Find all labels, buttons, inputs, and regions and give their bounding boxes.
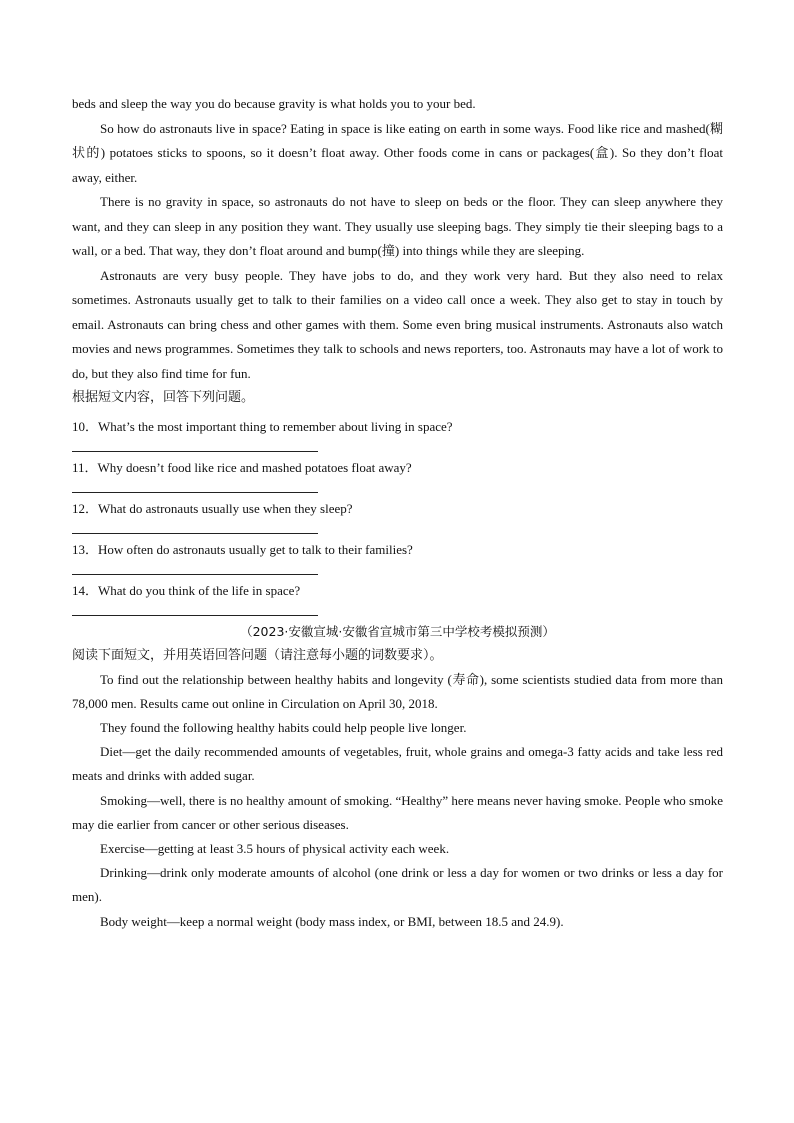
passage2-paragraph-3: Diet—get the daily recommended amounts of vegetables, fruit, whole grains and omega-3 fatty acids and take less red meats and drinks with added sugar. xyxy=(72,744,723,784)
passage1-paragraph-0: beds and sleep the way you do because gravity is what holds you to your bed. xyxy=(72,96,476,111)
answer-line-10[interactable] xyxy=(72,451,318,452)
passage2-paragraph-6: Drinking—drink only moderate amounts of alcohol (one drink or less a day for women or two drinks or less a day for men). xyxy=(72,865,723,905)
question-12: 12．What do astronauts usually use when they sleep? xyxy=(72,500,353,516)
passage2-paragraph-2: They found the following healthy habits could help people live longer. xyxy=(100,719,467,735)
question-13: 13．How often do astronauts usually get to talk to their families? xyxy=(72,541,413,557)
passage1-paragraph-1: So how do astronauts live in space? Eating in space is like eating on earth in some ways. Food like rice and mashed(糊状的) potatoes sticks to spoons, so it doesn’t float away. Other foods come in cans or packages(盒). So they don’t float away, either. xyxy=(72,120,723,185)
answer-line-14[interactable] xyxy=(72,615,318,616)
answer-line-13[interactable] xyxy=(72,574,318,575)
passage2-paragraph-4: Smoking—well, there is no healthy amount of smoking. “Healthy” here means never having smoke. People who smoke may die earlier from cancer or other serious diseases. xyxy=(72,792,723,832)
question-11: 11．Why doesn’t food like rice and mashed potatoes float away? xyxy=(72,459,412,475)
passage2-paragraph-5: Exercise—getting at least 3.5 hours of physical activity each week. xyxy=(100,840,450,856)
question-14: 14．What do you think of the life in space? xyxy=(72,582,301,598)
passage1-paragraph-2: There is no gravity in space, so astronauts do not have to sleep on beds or the floor. They can sleep anywhere they want, and they can sleep in any position they want. They usually use sleeping bags. They simply tie their sleeping bags to a wall, or a bed. That way, they don’t float around and bump(撞) into things while they are sleeping. xyxy=(72,194,723,258)
passage1-paragraph-3: Astronauts are very busy people. They have jobs to do, and they work very hard. But they also need to relax sometimes. Astronauts usually get to talk to their families on a video call once a week. They also get to stay in touch by email. Astronauts can bring chess and other games with them. Some even bring musical instruments. Astronauts also watch movies and news programmes. Sometimes they talk to schools and news reporters, too. Astronauts may have a lot of work to do, but they also find time for fun. xyxy=(72,267,723,381)
answer-line-12[interactable] xyxy=(72,533,318,534)
answer-line-11[interactable] xyxy=(72,492,318,493)
instruction-2: 阅读下面短文，并用英语回答问题（请注意每小题的词数要求）。 xyxy=(72,647,443,663)
source-note: （2023·安徽宣城·安徽省宣城市第三中学校考模拟预测） xyxy=(240,623,555,639)
question-10: 10．What’s the most important thing to remember about living in space? xyxy=(72,418,453,434)
document-page xyxy=(72,92,723,934)
instruction-1: 根据短文内容，回答下列问题。 xyxy=(72,390,255,405)
passage2-paragraph-7: Body weight—keep a normal weight (body mass index, or BMI, between 18.5 and 24.9). xyxy=(100,913,564,929)
passage2-paragraph-1: To find out the relationship between healthy habits and longevity (寿命), some scientists studied data from more than 78,000 men. Results came out online in Circulation on April 30, 2018. xyxy=(72,671,723,711)
